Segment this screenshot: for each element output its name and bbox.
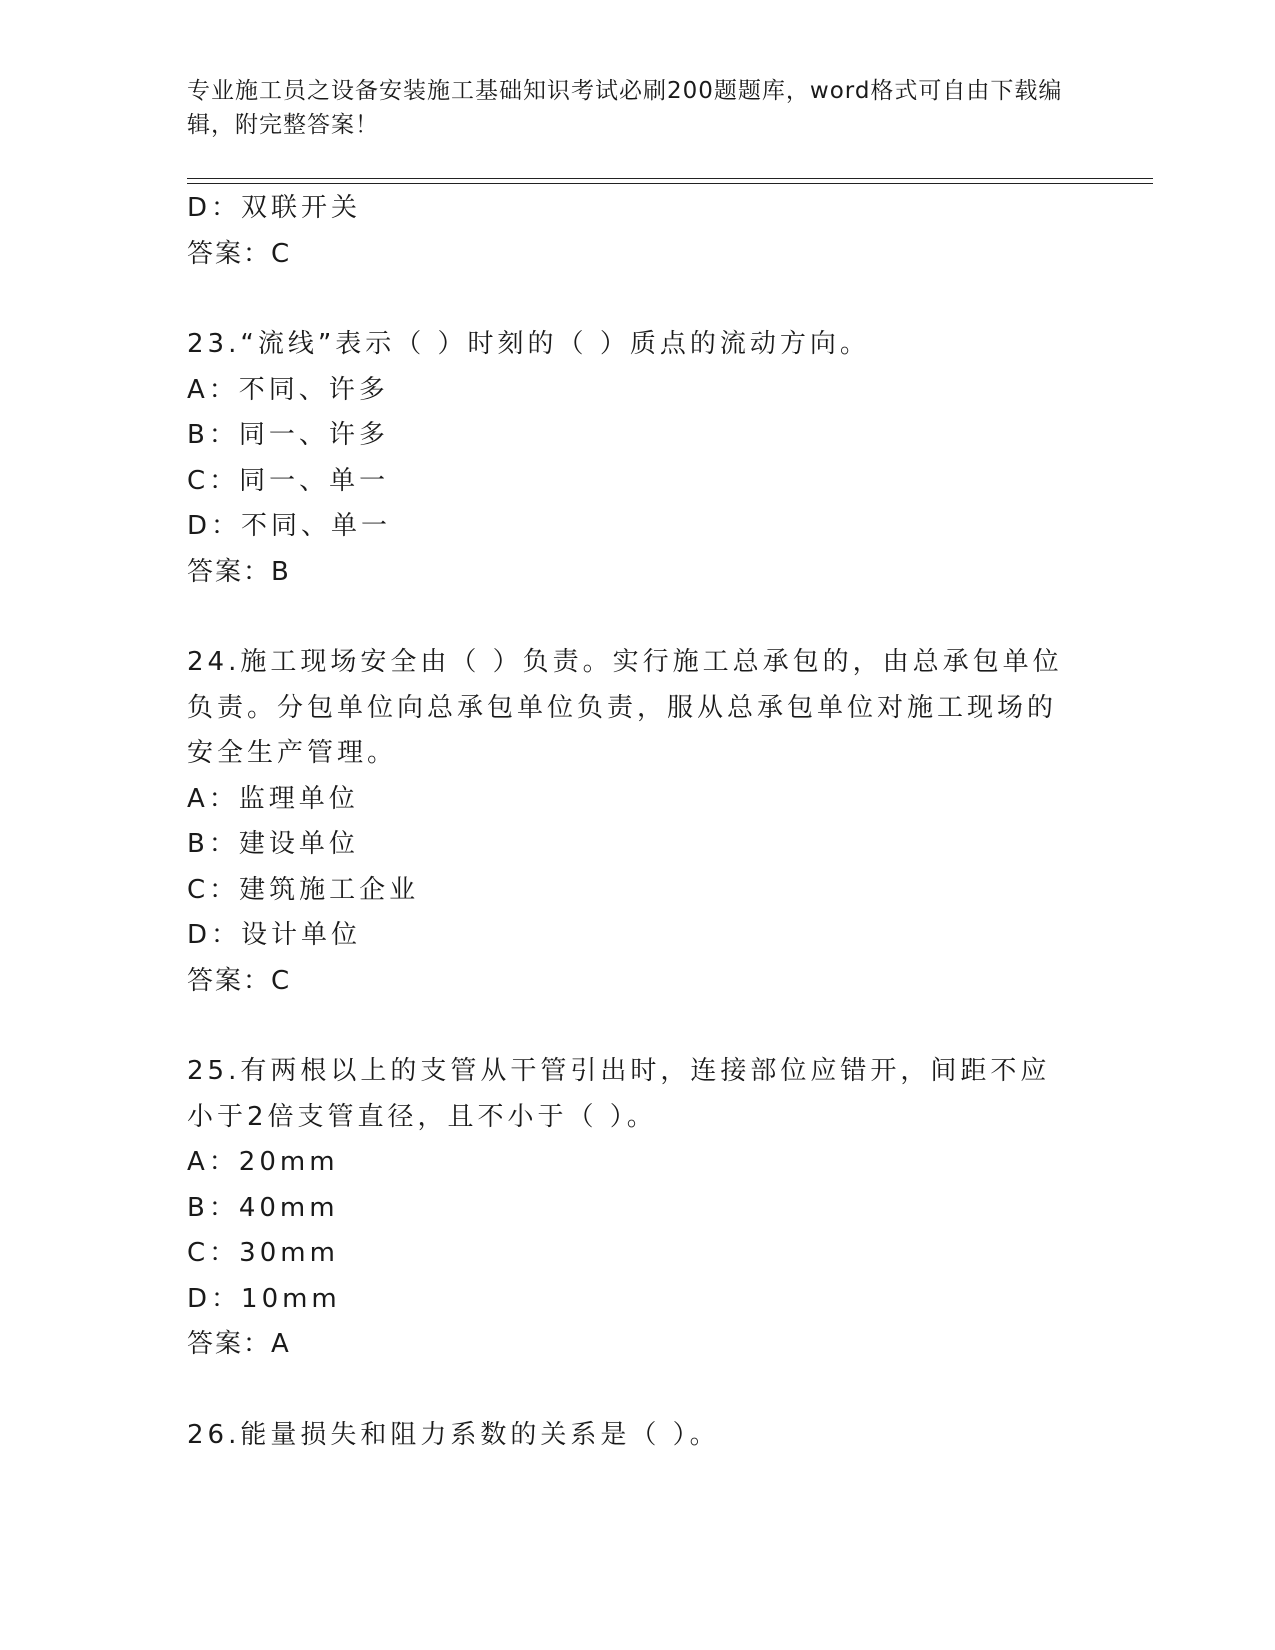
spacer bbox=[187, 1368, 1087, 1413]
spacer bbox=[187, 1004, 1087, 1049]
option-d: D：双联开关 bbox=[187, 193, 362, 223]
option-d: D：设计单位 bbox=[187, 920, 362, 950]
question-stem: 23.“流线”表示（ ）时刻的（ ）质点的流动方向。 bbox=[187, 329, 870, 359]
header-title: 专业施工员之设备安装施工基础知识考试必刷200题题库，word格式可自由下载编辑，附完整答案！ bbox=[187, 78, 1063, 138]
question-26 bbox=[187, 1413, 1087, 1459]
document-header bbox=[187, 74, 1087, 142]
question-stem: 24.施工现场安全由（ ）负责。实行施工总承包的，由总承包单位负责。分包单位向总承包单位负责，服从总承包单位对施工现场的安全生产管理。 bbox=[187, 647, 1063, 768]
question-24 bbox=[187, 640, 1087, 1004]
question-stem: 26.能量损失和阻力系数的关系是（ ）。 bbox=[187, 1419, 720, 1450]
option-a: A：不同、许多 bbox=[187, 374, 389, 405]
question-25 bbox=[187, 1049, 1087, 1368]
question-stem: 25.有两根以上的支管从干管引出时，连接部位应错开，间距不应小于2倍支管直径，且不小于（ ）。 bbox=[187, 1056, 1051, 1132]
question-23 bbox=[187, 322, 1087, 595]
answer-text: 答案：C bbox=[187, 238, 292, 269]
option-b: B：建设单位 bbox=[187, 829, 359, 859]
question-list bbox=[187, 186, 1087, 1458]
option-b: B：40mm bbox=[187, 1192, 339, 1223]
header-divider-top bbox=[187, 178, 1153, 179]
option-d: D：10mm bbox=[187, 1283, 341, 1314]
answer-text: 答案：A bbox=[187, 1329, 291, 1359]
option-c: C：建筑施工企业 bbox=[187, 874, 420, 905]
option-d: D：不同、单一 bbox=[187, 511, 392, 541]
answer-text: 答案：B bbox=[187, 556, 291, 587]
option-c: C：同一、单一 bbox=[187, 465, 390, 496]
spacer bbox=[187, 595, 1087, 640]
option-c: C：30mm bbox=[187, 1238, 339, 1268]
answer-text: 答案：C bbox=[187, 965, 292, 996]
option-a: A：监理单位 bbox=[187, 783, 359, 814]
option-a: A：20mm bbox=[187, 1147, 339, 1177]
spacer bbox=[187, 277, 1087, 322]
option-b: B：同一、许多 bbox=[187, 420, 389, 450]
header-divider-bottom bbox=[187, 183, 1153, 184]
